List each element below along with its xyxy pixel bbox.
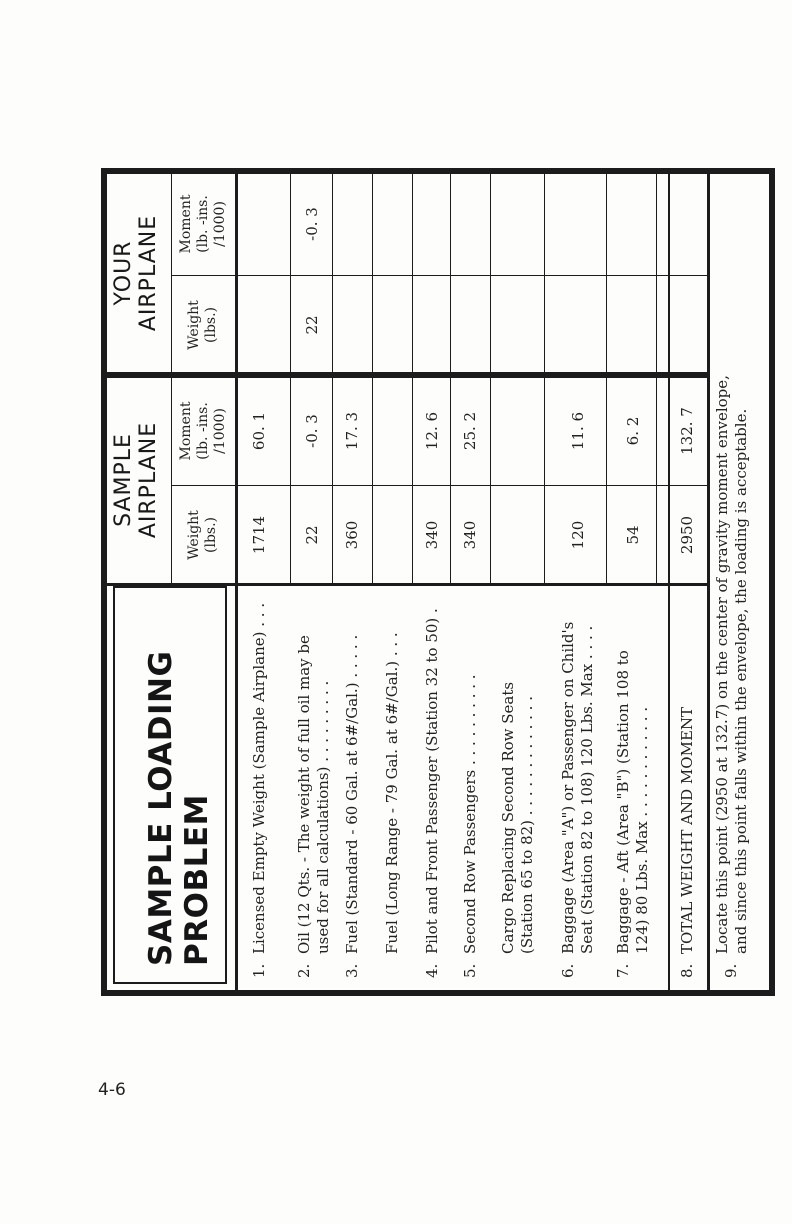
sample-moment-cell: 6. 2 [624, 416, 642, 446]
row-number: 4. [423, 963, 441, 978]
divider-sample [171, 485, 707, 486]
title-box [113, 586, 227, 984]
row-description: Second Row Passengers . . . . . . . . . . [461, 674, 479, 954]
row-line [450, 174, 451, 583]
row-number: 5. [461, 963, 479, 978]
row-line [606, 174, 607, 583]
row-number: 8. [678, 963, 696, 978]
total-description: TOTAL WEIGHT AND MOMENT [678, 706, 696, 954]
sample-moment-cell: 60. 1 [250, 411, 268, 451]
your-moment-cell: -0. 3 [303, 207, 321, 241]
row-description: Pilot and Front Passenger (Station 32 to 50) . [423, 608, 441, 954]
sample-moment-cell: 12. 6 [423, 411, 441, 451]
sample-weight-cell: 120 [569, 520, 587, 550]
row-number: 2. [295, 963, 313, 978]
sample-weight-cell: 360 [343, 520, 361, 550]
row-description: Fuel (Long Range - 79 Gal. at 6#/Gal.) . . . [383, 632, 401, 954]
your-airplane-header [111, 174, 171, 372]
your-header-line2: AIRPLANE [136, 214, 161, 332]
row-number: 3. [343, 963, 361, 978]
sample-airplane-header [111, 378, 171, 582]
divider-your [171, 275, 707, 276]
sample-moment-header: Moment (lb. -ins. /1000) [177, 401, 228, 461]
divider-sections [107, 372, 707, 378]
row-line [290, 174, 291, 583]
row-number: 6. [559, 963, 577, 978]
total-sample-moment: 132. 7 [678, 407, 696, 455]
sample-weight-cell: 22 [303, 525, 321, 545]
row-line [332, 174, 333, 583]
page-number: 4-6 [98, 1080, 126, 1100]
row-number: 1. [250, 963, 268, 978]
total-sample-weight: 2950 [678, 515, 696, 555]
sample-moment-cell: 17. 3 [343, 411, 361, 451]
row-description: Baggage (Area "A") or Passenger on Child's Seat (Station 82 to 108) 120 Lbs. Max . . . . [559, 621, 596, 954]
row-description: Baggage - Aft (Area "B") (Station 108 to 124) 80 Lbs. Max . . . . . . . . . . . . [614, 650, 651, 954]
footer-number: 9. [722, 963, 740, 978]
sample-weight-cell: 340 [461, 520, 479, 550]
row-line [656, 174, 657, 583]
your-weight-cell: 22 [303, 315, 321, 335]
row-description: Oil (12 Qts. - The weight of full oil may be used for all calculations) . . . . . . . . . [295, 635, 332, 954]
row-description: Licensed Empty Weight (Sample Airplane) . . . [250, 602, 268, 954]
subheader-line [171, 174, 172, 583]
your-moment-header: Moment (lb. -ins. /1000) [177, 194, 228, 254]
row-line [544, 174, 545, 583]
sample-moment-cell: 25. 2 [461, 411, 479, 451]
row-description: Cargo Replacing Second Row Seats (Station 65 to 82) . . . . . . . . . . . . . [499, 681, 536, 954]
row-line [412, 174, 413, 583]
footer-line [707, 174, 710, 990]
footer-note: Locate this point (2950 at 132.7) on the center of gravity moment envelope, and since this point falls within the envelope, the loading is acceptable. [713, 375, 750, 954]
loading-table [101, 168, 775, 996]
sample-moment-cell: -0. 3 [303, 414, 321, 448]
sample-weight-cell: 54 [624, 525, 642, 545]
table-title: SAMPLE LOADING PROBLEM [143, 650, 215, 966]
row-line [372, 174, 373, 583]
rotated-page [101, 168, 775, 996]
your-header-line1: YOUR [111, 240, 136, 306]
sample-weight-cell: 1714 [250, 515, 268, 555]
sample-header-line1: SAMPLE [111, 433, 136, 527]
sample-weight-cell: 340 [423, 520, 441, 550]
sample-header-line2: AIRPLANE [136, 421, 161, 539]
table-header [107, 174, 238, 990]
sample-weight-header: Weight (lbs.) [186, 510, 219, 560]
row-description: Fuel (Standard - 60 Gal. at 6#/Gal.) . . . . . [343, 634, 361, 954]
row-line [490, 174, 491, 583]
your-weight-header: Weight (lbs.) [186, 300, 219, 350]
row-number: 7. [614, 963, 632, 978]
total-line [668, 174, 670, 990]
sample-moment-cell: 11. 6 [569, 411, 587, 451]
